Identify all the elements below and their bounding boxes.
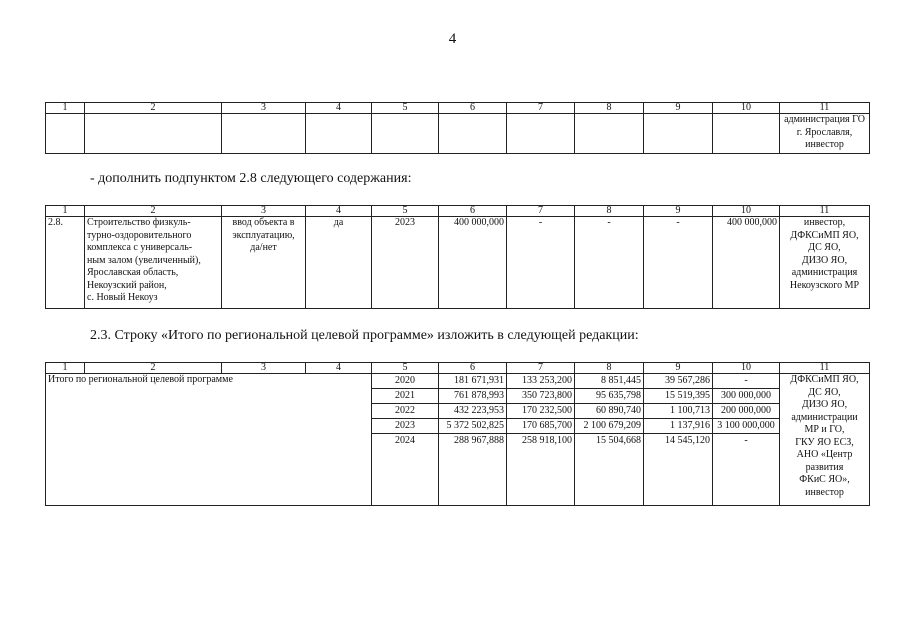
col-header: 2 — [85, 103, 222, 114]
col-header: 6 — [439, 103, 507, 114]
col-header: 1 — [46, 206, 85, 217]
local-values-cell — [644, 374, 713, 506]
responsible-line: инвестор — [805, 486, 844, 498]
total-label: Итого по региональной целевой программе — [46, 374, 372, 506]
year-value: 2024 — [395, 435, 415, 446]
year-value: 2023 — [372, 419, 438, 434]
responsible-line: АНО «Центр — [796, 449, 853, 460]
col-header: 11 — [780, 363, 870, 374]
federal-values-cell — [507, 374, 575, 506]
object-name-cell — [85, 217, 222, 309]
regional-value: 15 504,668 — [596, 435, 641, 446]
instruction-paragraph: 2.3. Строку «Итого по региональной целевой программе» изложить в следующей редакции: — [90, 328, 639, 343]
col-header: 1 — [46, 363, 85, 374]
total-value: 432 223,953 — [439, 404, 506, 419]
regional-value: 95 635,798 — [575, 389, 643, 404]
responsible-line: Некоузского МР — [789, 279, 860, 291]
regional-values-cell — [575, 374, 644, 506]
federal-value: 133 253,200 — [507, 374, 574, 389]
other-value: 400 000,000 — [713, 217, 780, 309]
object-name-line: Строительство физкуль- — [87, 217, 191, 228]
table-continuation — [45, 102, 870, 154]
object-name-line: комплекса с универсаль- — [87, 242, 193, 253]
col-header: 1 — [46, 103, 85, 114]
total-value: 5 372 502,825 — [439, 419, 506, 434]
col-header: 6 — [439, 206, 507, 217]
responsible-line: администрации — [791, 411, 858, 423]
federal-value: - — [507, 217, 575, 309]
col-header: 11 — [780, 103, 870, 114]
other-value: 200 000,000 — [713, 404, 779, 419]
instruction-paragraph: - дополнить подпунктом 2.8 следующего содержания: — [90, 171, 412, 186]
total-value: 761 878,993 — [439, 389, 506, 404]
regional-value: 8 851,445 — [575, 374, 643, 389]
col-header: 8 — [575, 206, 644, 217]
regional-value: 2 100 679,209 — [575, 419, 643, 434]
col-header: 7 — [507, 206, 575, 217]
col-header: 7 — [507, 103, 575, 114]
table-total — [45, 362, 870, 506]
local-value: 1 137,916 — [644, 419, 712, 434]
total-value: 288 967,888 — [454, 435, 504, 446]
col-header: 8 — [575, 363, 644, 374]
col-header: 10 — [713, 103, 780, 114]
indicator-line: эксплуатацию, — [232, 229, 295, 241]
col-header: 4 — [306, 363, 372, 374]
object-name-line: ным залом (увеличенный), — [87, 254, 201, 266]
col-header: 4 — [306, 206, 372, 217]
object-name-line: с. Новый Некоуз — [87, 292, 158, 303]
col-header: 6 — [439, 363, 507, 374]
table-header-row — [46, 206, 870, 217]
indicator-cell — [222, 217, 306, 309]
other-values-cell — [713, 374, 780, 506]
col-header: 3 — [222, 103, 306, 114]
year-value: 2020 — [372, 374, 438, 389]
responsible-cell — [780, 217, 870, 309]
col-header: 5 — [372, 363, 439, 374]
local-value: 39 567,286 — [644, 374, 712, 389]
responsible-line: ДС ЯО, — [808, 386, 841, 398]
local-value: - — [644, 217, 713, 309]
responsible-line: МР и ГО, — [804, 424, 845, 435]
object-name-line: Некоузский район, — [87, 279, 167, 291]
col-header: 3 — [222, 363, 306, 374]
col-header: 10 — [713, 206, 780, 217]
responsible-line: ДИЗО ЯО, — [801, 399, 848, 410]
responsible-line: ДФКСиМП ЯО, — [790, 374, 859, 385]
responsible-line: ДФКСиМП ЯО, — [790, 229, 859, 241]
col-header: 2 — [85, 206, 222, 217]
col-header: 9 — [644, 103, 713, 114]
responsible-line: администрация ГО — [784, 114, 865, 125]
regional-value: - — [575, 217, 644, 309]
federal-value: 258 918,100 — [522, 435, 572, 446]
responsible-line: ДИЗО ЯО, — [801, 254, 848, 266]
other-value: - — [744, 435, 748, 446]
local-value: 1 100,713 — [644, 404, 712, 419]
object-name-line: турно-оздоровительного — [87, 229, 192, 241]
responsible-line: ДС ЯО, — [808, 242, 841, 253]
responsible-line: развития — [805, 461, 844, 473]
responsible-line: инвестор, — [803, 217, 846, 228]
total-value: 400 000,000 — [439, 217, 507, 309]
table-header-row — [46, 363, 870, 374]
other-value: - — [713, 374, 779, 389]
col-header: 4 — [306, 103, 372, 114]
col-header: 10 — [713, 363, 780, 374]
col-header: 5 — [372, 103, 439, 114]
col-header: 8 — [575, 103, 644, 114]
responsible-cell — [780, 374, 870, 506]
table-row — [46, 114, 870, 154]
object-name-line: Ярославская область, — [87, 267, 179, 278]
years-cell — [372, 374, 439, 506]
table-header-row — [46, 103, 870, 114]
col-header: 7 — [507, 363, 575, 374]
federal-value: 170 232,500 — [507, 404, 574, 419]
federal-value: 170 685,700 — [507, 419, 574, 434]
indicator-line: ввод объекта в — [232, 217, 295, 228]
responsible-line: администрация — [791, 267, 858, 278]
col-header: 9 — [644, 363, 713, 374]
federal-value: 350 723,800 — [507, 389, 574, 404]
item-number: 2.8. — [46, 217, 85, 309]
other-value: 3 100 000,000 — [713, 419, 779, 434]
indicator-line: да/нет — [250, 242, 277, 253]
year-value: 2021 — [372, 389, 438, 404]
total-values-cell — [439, 374, 507, 506]
responsible-cell — [780, 114, 870, 154]
responsible-line: ГКУ ЯО ЕСЗ, — [795, 436, 854, 448]
table-row — [46, 374, 870, 506]
other-value: 300 000,000 — [713, 389, 779, 404]
table-subitem-2-8 — [45, 205, 870, 309]
responsible-line: ФКиС ЯО», — [799, 474, 850, 485]
col-header: 3 — [222, 206, 306, 217]
local-value: 15 519,395 — [644, 389, 712, 404]
indicator-value: да — [306, 217, 372, 309]
page-number: 4 — [448, 31, 457, 47]
table-row — [46, 217, 870, 309]
col-header: 11 — [780, 206, 870, 217]
total-value: 181 671,931 — [439, 374, 506, 389]
col-header: 2 — [85, 363, 222, 374]
responsible-line: г. Ярославля, — [796, 126, 853, 138]
year-value: 2023 — [372, 217, 439, 309]
year-value: 2022 — [372, 404, 438, 419]
local-value: 14 545,120 — [665, 435, 710, 446]
regional-value: 60 890,740 — [575, 404, 643, 419]
col-header: 5 — [372, 206, 439, 217]
responsible-line: инвестор — [805, 139, 844, 150]
col-header: 9 — [644, 206, 713, 217]
